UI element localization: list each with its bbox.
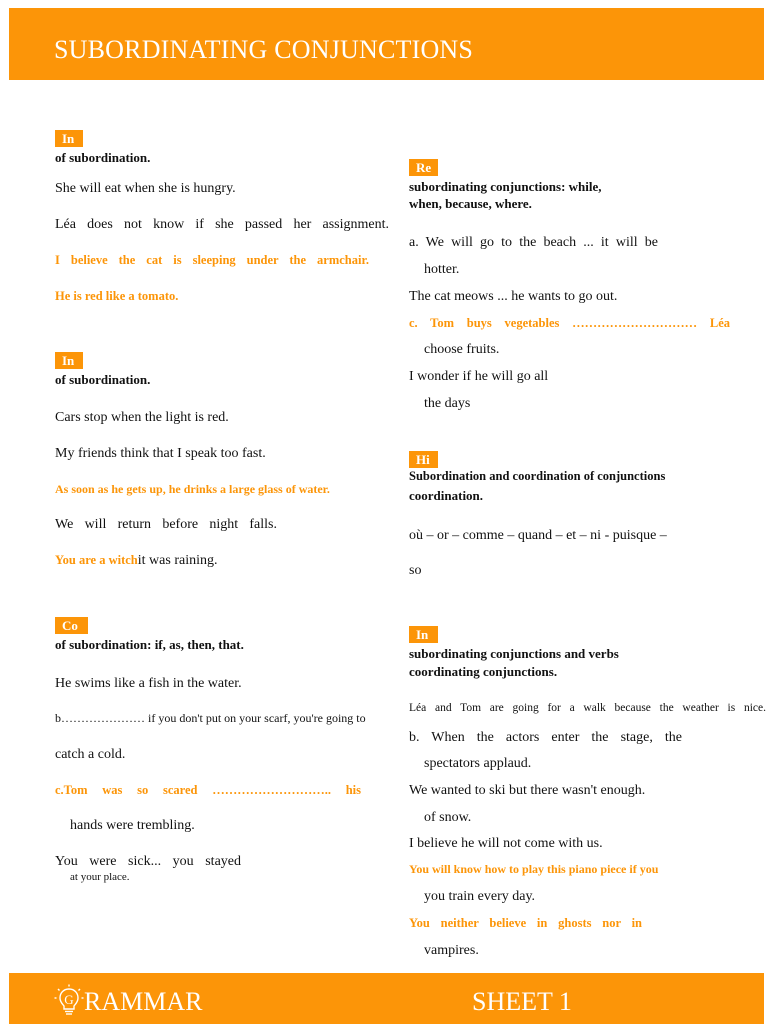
header-banner — [9, 8, 764, 80]
exercise-5-instruction: coordination. — [409, 488, 484, 503]
exercise-3-line: You were sick... you stayed — [55, 854, 241, 869]
exercise-tag-3: Co — [55, 617, 88, 634]
exercise-4-line: The cat meows ... he wants to go out. — [409, 289, 618, 304]
exercise-6-line: I believe he will not come with us. — [409, 836, 603, 851]
exercise-5-instruction: Subordination and coordination of conjunctions — [409, 469, 666, 483]
exercise-4-line: c. Tom buys vegetables ………………………… Léa — [409, 316, 730, 330]
exercise-1-line: Léa does not know if she passed her assignment. — [55, 217, 389, 232]
exercise-2-line: As soon as he gets up, he drinks a large glass of water. — [55, 482, 330, 496]
exercise-6-line: Léa and Tom are going for a walk because the weather is nice. — [409, 702, 766, 714]
exercise-2-instruction: of subordination. — [55, 372, 151, 387]
exercise-4-line: hotter. — [424, 262, 460, 277]
exercise-2-line-rest: it was raining. — [137, 553, 218, 568]
exercise-4-line: a. We will go to the beach ... it will be — [409, 235, 658, 250]
exercise-6-line: vampires. — [424, 943, 479, 958]
exercise-1-line: I believe the cat is sleeping under the armchair. — [55, 253, 369, 267]
logo-letter: G — [64, 992, 74, 1007]
exercise-6-line: We wanted to ski but there wasn't enough. — [409, 783, 646, 798]
exercise-tag-5: Hi — [409, 451, 438, 468]
exercise-3-line: catch a cold. — [55, 747, 126, 762]
exercise-3-line: b………………… if you don't put on your scarf, you're going to — [55, 711, 366, 725]
exercise-3-instruction: of subordination: if, as, then, that. — [55, 637, 244, 652]
exercise-tag-1: In — [55, 130, 83, 147]
exercise-2-line: We will return before night falls. — [55, 517, 277, 532]
exercise-4-line: choose fruits. — [424, 342, 500, 357]
exercise-4-instruction: when, because, where. — [409, 196, 532, 211]
exercise-6-instruction: coordinating conjunctions. — [409, 664, 558, 679]
lightbulb-logo-icon — [54, 984, 84, 1018]
exercise-5-line: so — [409, 563, 422, 578]
exercise-4-line: the days — [424, 396, 471, 411]
exercise-3-line: hands were trembling. — [70, 818, 195, 833]
exercise-6-line: spectators applaud. — [424, 756, 532, 771]
exercise-6-line: You will know how to play this piano piece if you — [409, 862, 659, 876]
exercise-4-instruction: subordinating conjunctions: while, — [409, 179, 602, 194]
exercise-3-line: at your place. — [70, 871, 130, 883]
page-title: SUBORDINATING CONJUNCTIONS — [54, 35, 474, 64]
exercise-3-line: He swims like a fish in the water. — [55, 676, 242, 691]
footer-banner — [9, 973, 764, 1024]
exercise-2-line: My friends think that I speak too fast. — [55, 446, 266, 461]
exercise-2-line: Cars stop when the light is red. — [55, 410, 229, 425]
exercise-4-line: I wonder if he will go all — [409, 369, 549, 384]
exercise-3-line: c.Tom was so scared ……………………….. his — [55, 783, 361, 797]
exercise-6-instruction: subordinating conjunctions and verbs — [409, 646, 619, 661]
exercise-tag-4: Re — [409, 159, 438, 176]
footer-label-right: SHEET 1 — [472, 987, 572, 1016]
exercise-tag-2: In — [55, 352, 83, 369]
exercise-6-line: you train every day. — [424, 889, 536, 904]
exercise-6-line: You neither believe in ghosts nor in — [409, 916, 642, 930]
exercise-tag-6: In — [409, 626, 438, 643]
exercise-1-line: She will eat when she is hungry. — [55, 181, 236, 196]
exercise-6-line: of snow. — [424, 810, 472, 825]
exercise-1-instruction: of subordination. — [55, 150, 151, 165]
footer-label-left: RAMMAR — [84, 987, 203, 1016]
exercise-1-line: He is red like a tomato. — [55, 289, 179, 303]
exercise-2-line-highlight: You are a witch — [55, 553, 138, 567]
exercise-2-line — [55, 553, 217, 570]
exercise-6-line: b. When the actors enter the stage, the — [409, 730, 682, 745]
exercise-5-line: où – or – comme – quand – et – ni - puisque – — [409, 528, 667, 543]
